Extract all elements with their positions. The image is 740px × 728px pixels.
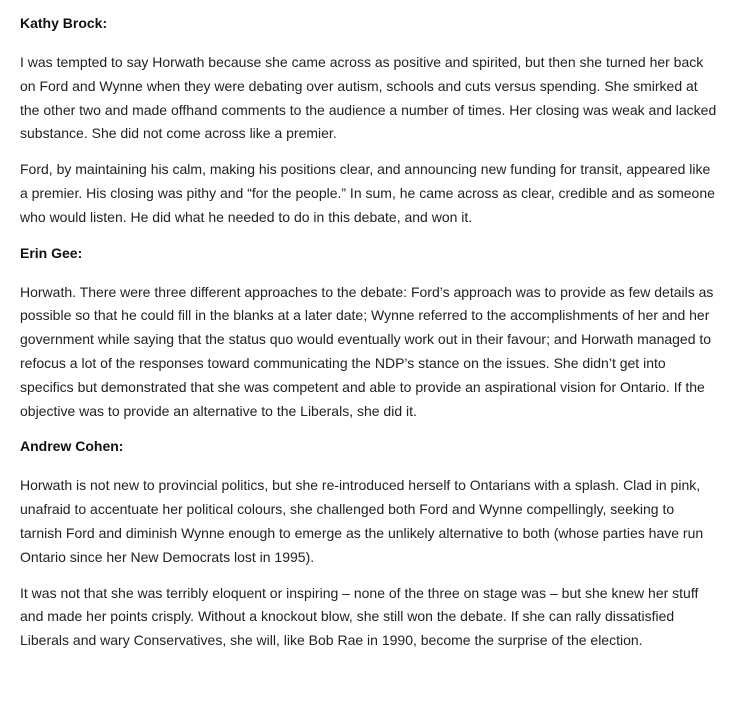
paragraph: Ford, by maintaining his calm, making his positions clear, and announcing new funding for transit, appeared like a premier. His closing was pithy and “for the people.” In sum, he came across as clear, credible and as someone who would listen. He did what he needed to do in this debate, and won it.: [20, 161, 715, 225]
section-andrew-cohen: [20, 437, 720, 653]
speaker-heading: Kathy Brock:: [20, 15, 108, 31]
speaker-heading: Andrew Cohen:: [20, 438, 124, 455]
paragraph: Horwath is not new to provincial politics, but she re-introduced herself to Ontarians with a splash. Clad in pink, unafraid to accentuate her political colours, she challenged both Ford and Wynne compellingly, seeking to tarnish Ford and diminish Wynne enough to emerge as the unlikely alternative to both (whose parties have run Ontario since her New Democrats lost in 1995).: [20, 477, 704, 565]
section-erin-gee: [20, 244, 720, 424]
speaker-heading: Erin Gee:: [20, 244, 83, 261]
paragraph: I was tempted to say Horwath because she came across as positive and spirited, but then she turned her back on Ford and Wynne when they were debating over autism, schools and cuts versus spending. She smirked at the other two and made offhand comments to the audience a number of times. Her closing was weak and lacked substance. She did not come across like a premier.: [20, 54, 717, 142]
paragraph: Horwath. There were three different approaches to the debate: Ford’s approach was to provide as few details as possible so that he could fill in the blanks at a later date; Wynne referred to the accomplishments of her and her government while saying that the status quo would eventually work out in their favour; and Horwath managed to refocus a lot of the responses toward communicating the NDP’s stance on the issues. She didn’t get into specifics but demonstrated that she was competent and able to provide an aspirational vision for Ontario. If the objective was to provide an alternative to the Liberals, she did it.: [20, 283, 714, 419]
section-kathy-brock: [20, 14, 720, 230]
paragraph: It was not that she was terribly eloquent or inspiring – none of the three on stage was – but she knew her stuff and made her points crisply. Without a knockout blow, she still won the debate. If she can rally dissatisfied Liberals and wary Conservatives, she will, like Bob Rae in 1990, become the surprise of the election.: [20, 584, 699, 649]
